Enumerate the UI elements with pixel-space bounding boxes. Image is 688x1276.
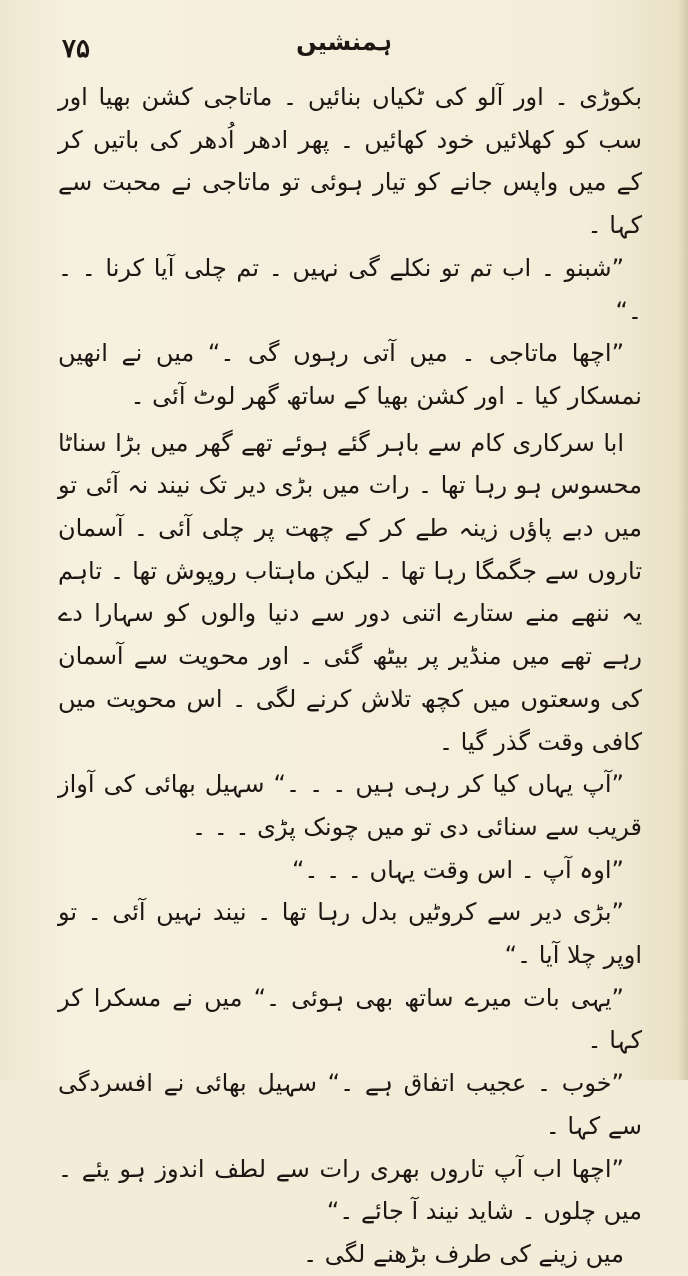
paragraph-cooking: بکوڑی ۔ اور آلو کی ٹکیاں بنائیں ۔ ماتاجی کشن بھیا اور سب کو کھلائیں خود کھائیں ۔ پھر ادھر اُدھر کی باتیں کر کے میں واپس جانے کو تیار ہوئی تو ماتاجی نے محبت سے کہا ۔ [58, 83, 642, 240]
paragraph-reply-return: ”اچھا ماتاجی ۔ میں آتی رہوں گی ۔“ میں نے انھیں نمسکار کیا ۔ اور کشن بھیا کے ساتھ گھر لوٹ آئی ۔ [58, 339, 642, 410]
body-text [58, 76, 642, 1276]
paragraph-suhail-voice: ”آپ یہاں کیا کر رہی ہیں ۔ ۔ ۔“ سہیل بھائی کی آواز قریب سے سنائی دی تو میں چونک پڑی ۔ ۔ ۔ [58, 770, 642, 841]
paragraph-mataji-invite: ”شبنو ۔ اب تم تو نکلے گی نہیں ۔ تم چلی آیا کرنا ۔ ۔ ۔“ [58, 253, 642, 325]
page-edge-shadow [678, 0, 688, 1080]
page-number: ۷۵ [62, 34, 90, 64]
paragraph-same-with-me: ”یہی بات میرے ساتھ بھی ہوئی ۔“ میں نے مسکرا کر کہا ۔ [58, 983, 642, 1055]
paragraph-restless: ”بڑی دیر سے کروٹیں بدل رہا تھا ۔ نیند نہیں آئی ۔ تو اوپر چلا آیا ۔“ [58, 898, 642, 970]
paragraph-night-roof: ابا سرکاری کام سے باہر گئے ہوئے تھے گھر میں بڑا سناٹا محسوس ہو رہا تھا ۔ رات میں بڑی دیر تک نیند نہ آئی تو میں دبے پاؤں زینہ طے کر کے چھت پر چلی آئی ۔ آسمان تاروں سے جگمگا رہا تھا ۔ لیکن ماہتاب روپوش تھا ۔ تاہم یہ ننھے منے ستارے اتنی دور سے دنیا والوں کو سہارا دے رہے تھے میں منڈیر پر بیٹھ گئی ۔ اور محویت سے آسمان کی وسعتوں میں کچھ تلاش کرنے لگی ۔ اس محویت میں کافی وقت گذر گیا ۔ [58, 428, 642, 756]
running-title: ہمنشیں [296, 28, 392, 56]
paragraph-strange-coincidence: ”خوب ۔ عجیب اتفاق ہے ۔“ سہیل بھائی نے افسردگی سے کہا ۔ [58, 1069, 642, 1140]
paragraph-toward-stairs: میں زینے کی طرف بڑھنے لگی ۔ [303, 1239, 624, 1268]
paragraph-oh-you: ”اوہ آپ ۔ اس وقت یہاں ۔ ۔ ۔“ [291, 855, 624, 884]
paragraph-enjoy-night: ”اچھا اب آپ تاروں بھری رات سے لطف اندوز ہو یئے ۔ میں چلوں ۔ شاید نیند آ جائے ۔“ [58, 1154, 642, 1226]
